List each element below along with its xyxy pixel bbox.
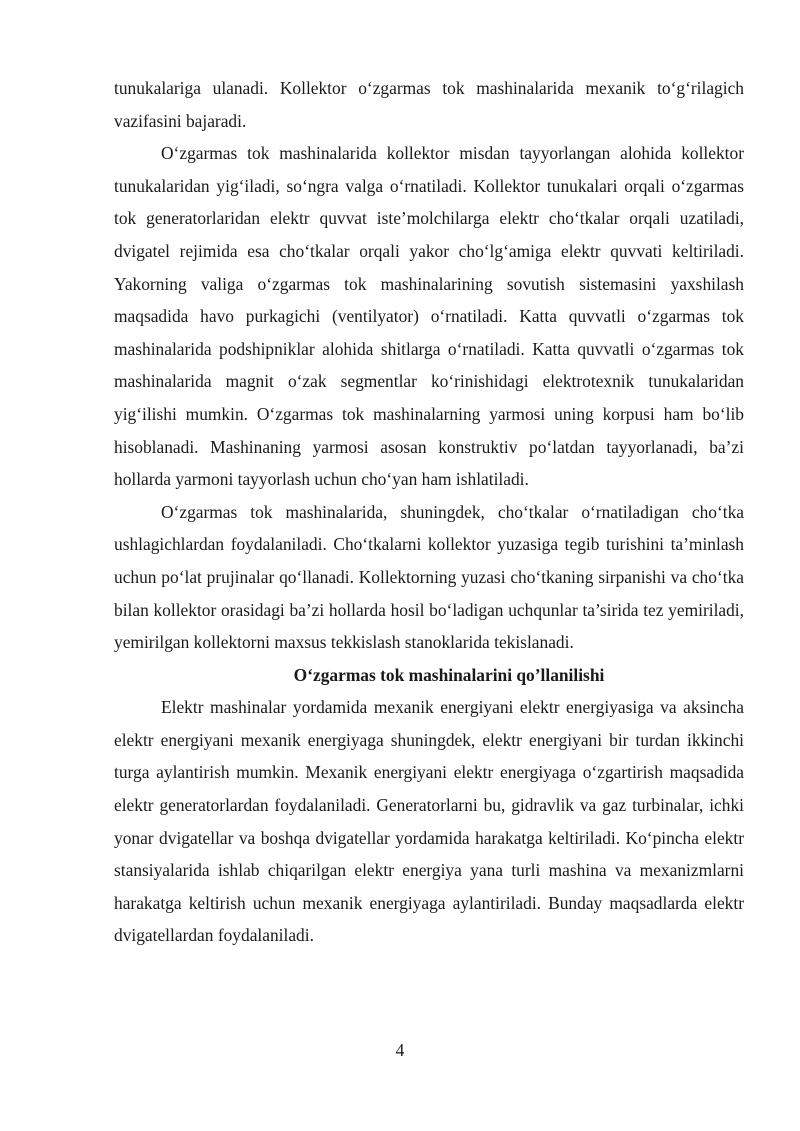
- page-number: 4: [395, 1040, 405, 1060]
- paragraph-collector-assembly: O‘zgarmas tok mashinalarida kollektor misdan tayyorlangan alohida kollektor tunukalaridan yig‘iladi, so‘ngra valga o‘rnatiladi. Kollektor tunukalari orqali o‘zgarmas tok generatorlaridan elektr quvvat iste’molchilarga elektr cho‘tkalar orqali uzatiladi, dvigatel rejimida esa cho‘tkalar orqali yakor cho‘lg‘amiga elektr quvvati keltiriladi. Yakorning valiga o‘zgarmas tok mashinalarining sovutish sistemasini yaxshilash maqsadida havo purkagichi (ventilyator) o‘rnatiladi. Katta quvvatli o‘zgarmas tok mashinalarida podshipniklar alohida shitlarga o‘rnatiladi. Katta quvvatli o‘zgarmas tok mashinalarida magnit o‘zak segmentlar ko‘rinishidagi elektrotexnik tunukalaridan yig‘ilishi mumkin. O‘zgarmas tok mashinalarning yarmosi uning korpusi ham bo‘lib hisoblanadi. Mashinaning yarmosi asosan konstruktiv po‘latdan tayyorlanadi, ba’zi hollarda yarmoni tayyorlash uchun cho‘yan ham ishlatiladi.: [114, 143, 744, 490]
- paragraph-continuation: tunukalariga ulanadi. Kollektor o‘zgarmas tok mashinalarida mexanik to‘g‘rilagich vazifasini bajaradi.: [114, 78, 744, 131]
- paragraph-applications: Elektr mashinalar yordamida mexanik energiyani elektr energiyasiga va aksincha elektr energiyani mexanik energiyaga shuningdek, elektr energiyani bir turdan ikkinchi turga aylantirish mumkin. Mexanik energiyani elektr energiyaga o‘zgartirish maqsadida elektr generatorlardan foydalaniladi. Generatorlarni bu, gidravlik va gaz turbinalar, ichki yonar dvigatellar va boshqa dvigatellar yordamida harakatga keltiriladi. Ko‘pincha elektr stansiyalarida ishlab chiqarilgan elektr energiya yana turli mashina va mexanizmlarni harakatga keltirish uchun mexanik energiyaga aylantiriladi. Bunday maqsadlarda elektr dvigatellardan foydalaniladi.: [114, 697, 744, 946]
- document-page: [114, 72, 744, 952]
- section-heading: O‘zgarmas tok mashinalarini qo’llanilishi: [293, 664, 605, 685]
- paragraph-brush-holders: O‘zgarmas tok mashinalarida, shuningdek, cho‘tkalar o‘rnatiladigan cho‘tka ushlagichlardan foydalaniladi. Cho‘tkalarni kollektor yuzasiga tegib turishini ta’minlash uchun po‘lat prujinalar qo‘llanadi. Kollektorning yuzasi cho‘tkaning sirpanishi va cho‘tka bilan kollektor orasidagi ba’zi hollarda hosil bo‘ladigan uchqunlar ta’sirida tez yemiriladi, yemirilgan kollektorni maxsus tekkislash stanoklarida tekislanadi.: [114, 501, 744, 653]
